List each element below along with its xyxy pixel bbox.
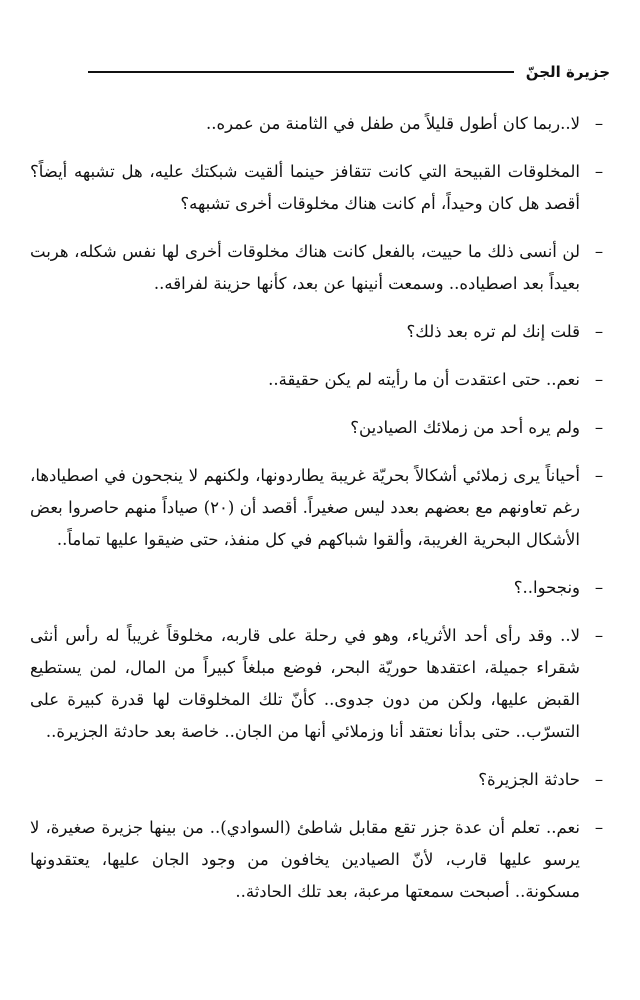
dialogue-dash: – [594, 770, 604, 789]
dialogue-text: لا..ربما كان أطول قليلاً من طفل في الثامنة من عمره.. [206, 114, 580, 133]
body-text [30, 108, 606, 924]
dialogue-line [30, 412, 606, 444]
dialogue-dash: – [594, 162, 604, 181]
dialogue-text: قلت إنك لم تره بعد ذلك؟ [406, 322, 580, 341]
dialogue-line [30, 364, 606, 396]
dialogue-text: ولم يره أحد من زملائك الصيادين؟ [350, 418, 580, 437]
dialogue-dash: – [594, 370, 604, 389]
dialogue-dash: – [594, 114, 604, 133]
dialogue-text: حادثة الجزيرة؟ [478, 770, 580, 789]
dialogue-line [30, 316, 606, 348]
dialogue-dash: – [594, 322, 604, 341]
dialogue-line [30, 156, 606, 220]
dialogue-text: لا.. وقد رأى أحد الأثرياء، وهو في رحلة على قاربه، مخلوقاً غريباً له رأس أنثى شقراء جميلة، اعتقدها حوريّة البحر، فوضع مبلغاً كبيراً من المال، لمن يستطيع القبض عليها، ولكن من دون جدوى.. كأنّ تلك المخلوقات لها قدرة كبيرة على التسرّب.. حتى بدأنا نعتقد أنا وزملائي أنها من الجان.. خاصة بعد حادثة الجزيرة.. [30, 626, 580, 741]
dialogue-line [30, 572, 606, 604]
dialogue-dash: – [594, 242, 604, 261]
running-title: جزيرة الجنّ [525, 63, 610, 81]
dialogue-line [30, 460, 606, 556]
dialogue-line [30, 236, 606, 300]
dialogue-line [30, 620, 606, 748]
dialogue-text: المخلوقات القبيحة التي كانت تتقافز حينما ألقيت شبكتك عليه، هل تشبهه أيضاً؟ أقصد هل كان وحيداً، أم كانت هناك مخلوقات أخرى تشبهه؟ [30, 162, 580, 213]
dialogue-text: نعم.. تعلم أن عدة جزر تقع مقابل شاطئ (السوادي).. من بينها جزيرة صغيرة، لا يرسو عليها قارب، لأنّ الصيادين يخافون من وجود الجان عليها، يعتقدونها مسكونة.. أصبحت سمعتها مرعبة، بعد تلك الحادثة.. [30, 818, 580, 901]
dialogue-dash: – [594, 626, 604, 645]
running-header [88, 60, 610, 84]
dialogue-text: أحياناً يرى زملائي أشكالاً بحريّة غريبة يطاردونها، ولكنهم لا ينجحون في اصطيادها، رغم تعاونهم مع بعضهم بعدد ليس صغيراً. أقصد أن (٢٠) صياداً منهم حاصروا بعض الأشكال البحرية الغريبة، وألقوا شباكهم في كل منفذ، حتى ضيقوا عليها تماماً.. [30, 466, 580, 549]
dialogue-text: ونجحوا..؟ [513, 578, 580, 597]
dialogue-dash: – [594, 578, 604, 597]
dialogue-line [30, 108, 606, 140]
dialogue-line [30, 812, 606, 908]
dialogue-dash: – [594, 418, 604, 437]
dialogue-dash: – [594, 818, 604, 837]
dialogue-dash: – [594, 466, 604, 485]
dialogue-text: نعم.. حتى اعتقدت أن ما رأيته لم يكن حقيقة.. [268, 370, 580, 389]
dialogue-line [30, 764, 606, 796]
dialogue-text: لن أنسى ذلك ما حييت، بالفعل كانت هناك مخلوقات أخرى لها نفس شكله، هربت بعيداً بعد اصطياده.. وسمعت أنينها عن بعد، كأنها حزينة لفراقه.. [30, 242, 580, 293]
header-rule [88, 71, 514, 73]
